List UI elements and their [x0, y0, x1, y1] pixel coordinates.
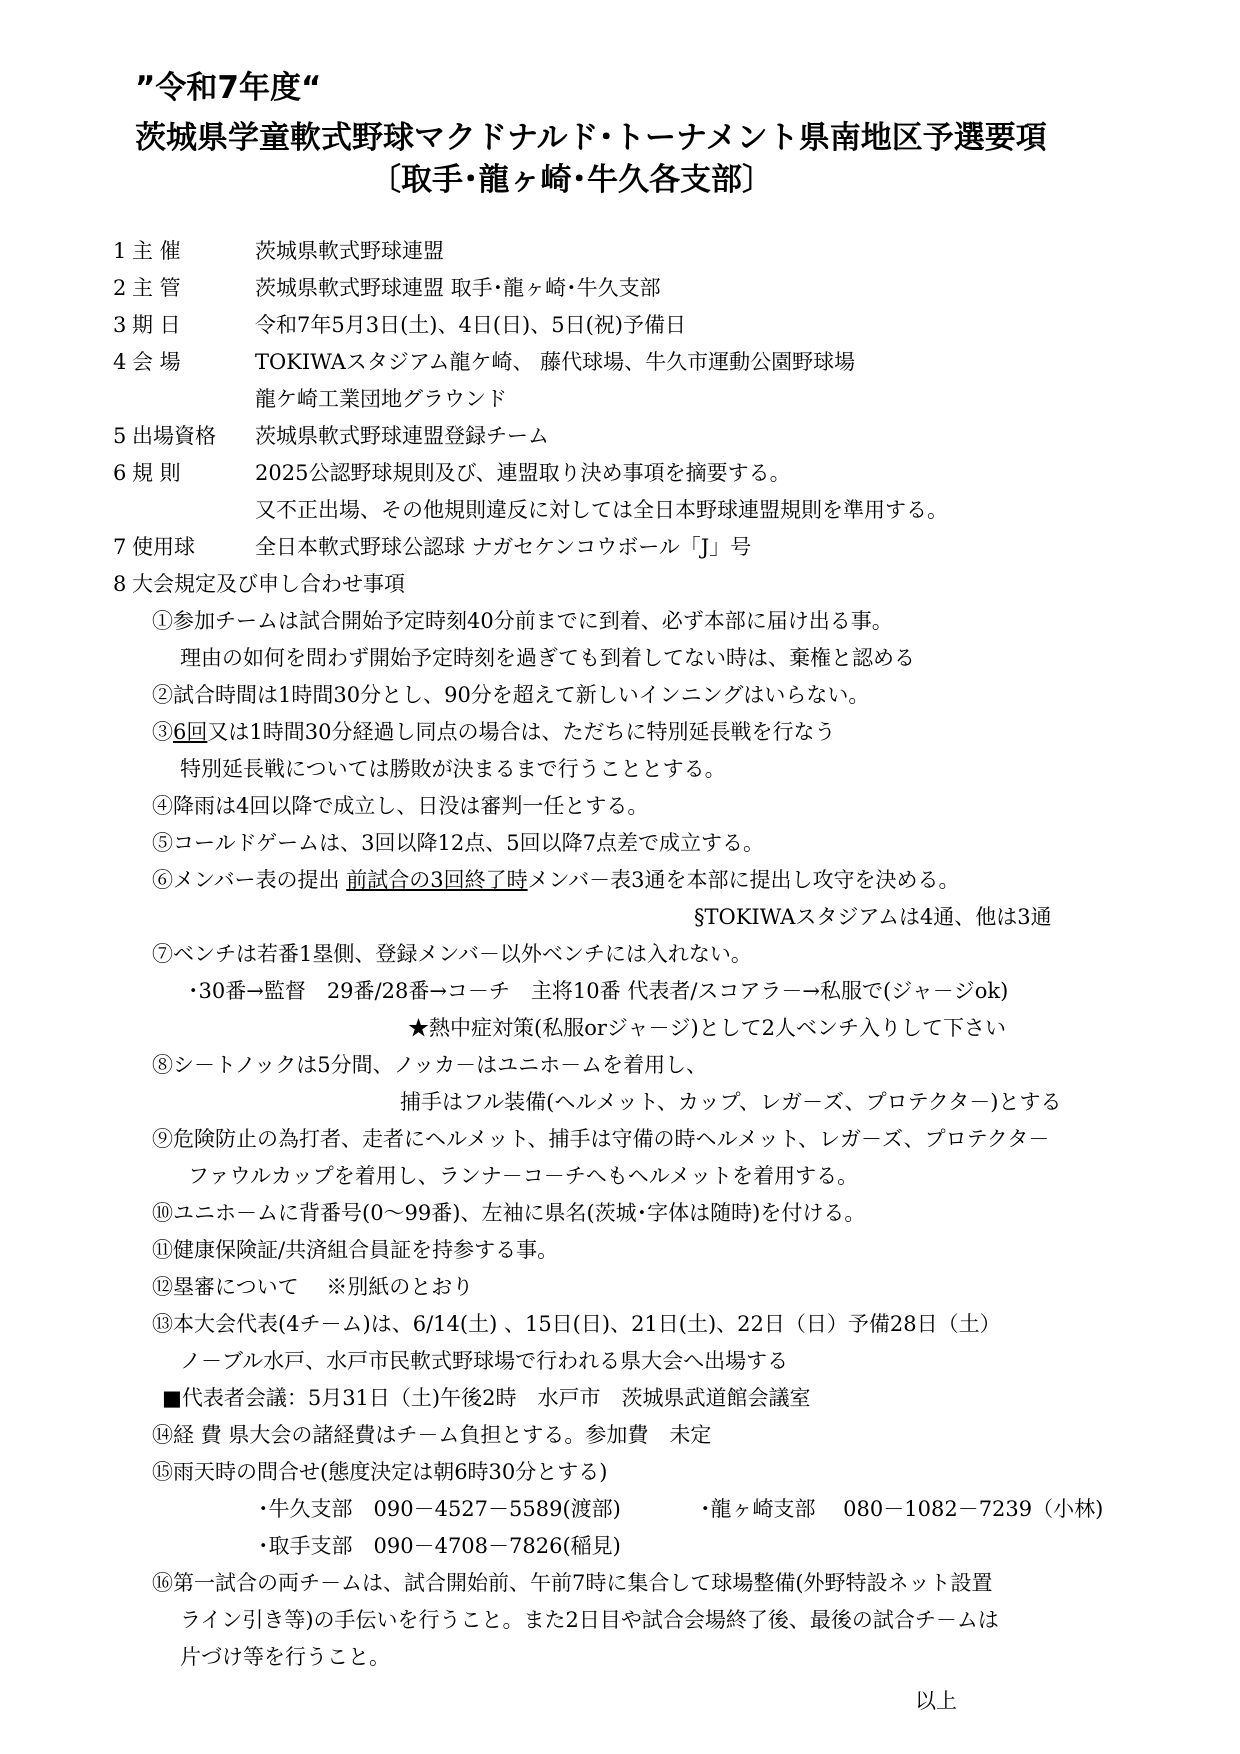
section-value: TOKIWAスタジアム龍ケ崎、 藤代球場、牛久市運動公園野球場 [255, 350, 856, 374]
rule-8-continued: 捕手はフル装備(ヘルメット、カップ、レガ－ズ、プロテクタ－)とする [400, 1090, 1062, 1114]
section-number: 3 [113, 313, 127, 337]
section-value-continued: 龍ケ崎工業団地グラウンド [255, 387, 507, 411]
rule-3-marker: ③ [152, 720, 173, 744]
section-number: 6 [113, 461, 127, 485]
section-label: 使用球 [132, 535, 195, 559]
title-main: 茨城県学童軟式野球マクドナルド･トーナメント県南地区予選要項 [135, 120, 1047, 156]
section-label: 主 管 [132, 276, 181, 300]
rule-13-meeting: ■代表者会議：5月31日（土)午後2時 水戸市 茨城県武道館会議室 [162, 1386, 811, 1410]
rule-6-text-end: メンバ－表3通を本部に提出し攻守を決める。 [527, 868, 960, 892]
rule-4: ④降雨は4回以降で成立し、日没は審判一任とする。 [152, 794, 649, 818]
section-number: 2 [113, 276, 127, 300]
rule-3-continued: 特別延長戦については勝敗が決まるまで行うこととする。 [180, 757, 726, 781]
rule-3 [152, 717, 835, 747]
contact-ushiku: ･牛久支部 090－4527－5589(渡部) [258, 1497, 621, 1521]
rule-6-note: §TOKIWAスタジアムは4通、他は3通 [694, 905, 1052, 929]
section-value: 全日本軟式野球公認球 ナガセケンコウボール「J」号 [255, 535, 752, 559]
contact-ryugasaki: ･龍ヶ崎支部 080－1082－7239（小林) [700, 1497, 1104, 1521]
rule-16: ⑯第一試合の両チ－ムは、試合開始前、午前7時に集合して球場整備(外野特設ネット設置 [152, 1571, 993, 1595]
rule-1: ①参加チームは試合開始予定時刻40分前までに到着、必ず本部に届け出る事。 [152, 609, 893, 633]
section-number: 1 [113, 239, 127, 263]
section-number: 5 [113, 424, 127, 448]
rule-6-underlined: 前試合の3回終了時 [346, 868, 528, 892]
rule-16-continued: ライン引き等)の手伝いを行うこと。また2日目や試合会場終了後、最後の試合チ－ムは [180, 1608, 999, 1632]
title-branches: 〔取手･龍ヶ崎･牛久各支部〕 [370, 162, 773, 198]
rule-9-continued: ファウルカップを着用し、ランナ－コ－チへもヘルメットを着用する。 [188, 1164, 859, 1188]
section-number: 8 [113, 572, 127, 596]
rule-14: ⑭経 費 県大会の諸経費はチ－ム負担とする。参加費 未定 [152, 1423, 712, 1447]
rule-5: ⑤コールドゲームは、3回以降12点、5回以降7点差で成立する。 [152, 831, 764, 855]
section-label: 大会規定及び申し合わせ事項 [132, 572, 405, 596]
section-value: 茨城県軟式野球連盟 取手･龍ヶ崎･牛久支部 [255, 276, 661, 300]
section-value: 令和7年5月3日(土)、4日(日)、5日(祝)予備日 [255, 313, 686, 337]
section-number: 4 [113, 350, 127, 374]
section-label: 出場資格 [132, 424, 216, 448]
contact-toride: ･取手支部 090－4708－7826(稲見) [258, 1534, 621, 1558]
section-number: 7 [113, 535, 127, 559]
rule-2: ②試合時間は1時間30分とし、90分を超えて新しいインニングはいらない。 [152, 683, 870, 707]
section-label: 会 場 [132, 350, 181, 374]
rule-11: ⑪健康保険証/共済組合員証を持参する事。 [152, 1238, 559, 1262]
section-label: 主 催 [132, 239, 181, 263]
rule-6-text: ⑥メンバー表の提出 [152, 868, 347, 892]
rule-16-end: 片づけ等を行うこと。 [180, 1645, 390, 1669]
rule-6 [152, 865, 959, 895]
section-value: 茨城県軟式野球連盟登録チーム [255, 424, 549, 448]
rule-15: ⑮雨天時の問合せ(態度決定は朝6時30分とする) [152, 1460, 608, 1484]
rule-9: ⑨危険防止の為打者、走者にヘルメット、捕手は守備の時ヘルメット、レガ－ズ、プロテクタ－ [152, 1127, 1050, 1151]
rule-3-underlined: 6回 [173, 720, 208, 744]
section-value: 2025公認野球規則及び、連盟取り決め事項を摘要する。 [255, 461, 791, 485]
section-value: 茨城県軟式野球連盟 [255, 239, 444, 263]
rule-13: ⑬本大会代表(4チ－ム)は、6/14(土) 、15日(日)、21日(土)、22日（日）予備28日（土） [152, 1312, 1001, 1336]
section-label: 規 則 [132, 461, 181, 485]
title-year: ”令和7年度“ [135, 70, 322, 106]
rule-7: ⑦ベンチは若番1塁側、登録メンバ－以外ベンチには入れない。 [152, 942, 752, 966]
rule-7-roles: ･30番→監督 29番/28番→コ－チ 主将10番 代表者/スコアラ－→私服で(ジャ－ジok) [188, 979, 1009, 1003]
rule-1-continued: 理由の如何を問わず開始予定時刻を過ぎても到着してない時は、棄権と認める [180, 646, 915, 670]
rule-7-heat-note: ★熱中症対策(私服orジャ－ジ)として2人ベンチ入りして下さい [408, 1016, 1007, 1040]
rule-13-continued: ノ－ブル水戸、水戸市民軟式野球場で行われる県大会へ出場する [180, 1349, 789, 1373]
rule-3-text: 又は1時間30分経過し同点の場合は、ただちに特別延長戦を行なう [207, 720, 836, 744]
rule-8: ⑧シ－トノックは5分間、ノッカ－はユニホ－ムを着用し、 [152, 1053, 708, 1077]
rule-10: ⑩ユニホ－ムに背番号(0～99番)、左袖に県名(茨城･字体は随時)を付ける。 [152, 1201, 866, 1225]
rule-12: ⑫塁審について ※別紙のとおり [152, 1275, 474, 1299]
closing-text: 以上 [915, 1689, 957, 1713]
section-label: 期 日 [132, 313, 181, 337]
section-value-continued: 又不正出場、その他規則違反に対しては全日本野球連盟規則を準用する。 [255, 498, 948, 522]
